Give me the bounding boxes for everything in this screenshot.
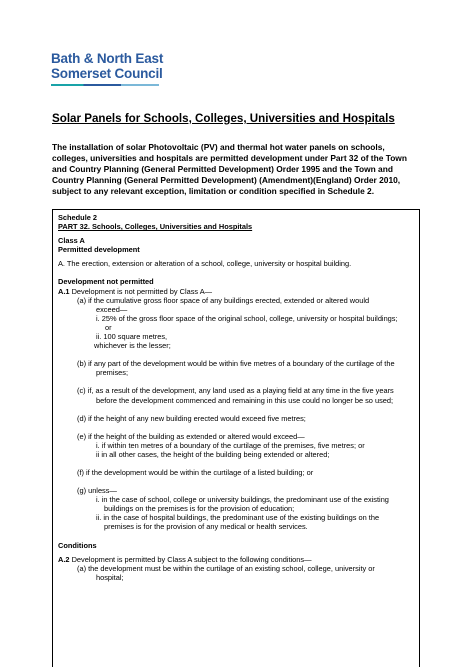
a1-g-ii-cont: premises is for the provision of any medical or health services. — [104, 522, 308, 532]
a2-text: Development is permitted by Class A subject to the following conditions— — [69, 554, 312, 564]
a1-d: (d) if the height of any new building erected would exceed five metres; — [77, 413, 306, 423]
part-heading: PART 32. Schools, Colleges, Universities and Hospitals — [58, 222, 253, 232]
a1-g-i: i. in the case of school, college or university buildings, the predominant use of the existing — [96, 495, 389, 505]
class-a-heading: Class A — [58, 236, 85, 246]
permitted-development-heading: Permitted development — [58, 245, 140, 255]
a1-b-cont: premises; — [96, 368, 129, 378]
a1-a-ii: ii. 100 square metres, — [96, 332, 168, 342]
a1-g: (g) unless— — [77, 486, 117, 496]
conditions-heading: Conditions — [58, 540, 97, 550]
a1-e-i: i. if within ten metres of a boundary of the curtilage of the premises, five metres; or — [96, 440, 365, 450]
a1-b: (b) if any part of the development would be within five metres of a boundary of the curtilage of the — [77, 359, 395, 369]
a1-a-or: or — [105, 322, 112, 332]
a2-a: (a) the development must be within the curtilage of an existing school, college, university or — [77, 563, 375, 573]
a1-a-cont: exceed— — [96, 304, 128, 314]
schedule-heading: Schedule 2 — [58, 213, 98, 222]
not-permitted-heading: Development not permitted — [58, 277, 154, 287]
logo-text-line2: Somerset Council — [51, 66, 163, 81]
class-a-text: A. The erection, extension or alteration of a school, college, university or hospital building. — [58, 259, 352, 269]
a1-c: (c) if, as a result of the development, any land used as a playing field at any time in the five years — [77, 386, 394, 396]
a1-e-ii: ii in all other cases, the height of the building being extended or altered; — [96, 449, 330, 459]
logo-color-bar — [51, 84, 159, 86]
a1-label: A.1 — [58, 286, 70, 296]
a1-g-ii: ii. in the case of hospital buildings, the predominant use of the existing buildings on the — [96, 513, 380, 523]
a1-text: Development is not permitted by Class A— — [69, 286, 213, 296]
a2-intro — [58, 555, 415, 564]
a1-c-cont: before the development commenced and remaining in this use could no longer be so used; — [96, 395, 394, 405]
council-logo — [51, 51, 191, 86]
a1-intro — [58, 287, 415, 296]
schedule-box — [52, 209, 420, 667]
logo-text-line1: Bath & North East — [51, 51, 164, 66]
intro-paragraph: The installation of solar Photovoltaic (PV) and thermal hot water panels on schools, colleges, universities and hospitals are permitted development under Part 32 of the Town and Country Planning (General Permitted Development) Order 1995 and the Town and Country Planning (General Permitted Development) (Amendment)(England) Order 2010, subject to any relevant exception, limitation or condition specified in Schedule 2. — [52, 142, 407, 197]
a1-f: (f) if the development would be within the curtilage of a listed building; or — [77, 467, 314, 477]
a2-a-cont: hospital; — [96, 572, 124, 582]
a1-g-i-cont: buildings on the premises is for the provision of education; — [104, 504, 295, 514]
a1-e: (e) if the height of the building as extended or altered would exceed— — [77, 431, 305, 441]
a1-a: (a) if the cumulative gross floor space of any buildings erected, extended or altered would — [77, 295, 370, 305]
document-title: Solar Panels for Schools, Colleges, Universities and Hospitals — [52, 112, 395, 125]
a1-a-whichever: whichever is the lesser; — [94, 341, 171, 351]
a1-a-i: i. 25% of the gross floor space of the original school, college, university or hospital buildings; — [96, 313, 398, 323]
a2-label: A.2 — [58, 554, 70, 564]
